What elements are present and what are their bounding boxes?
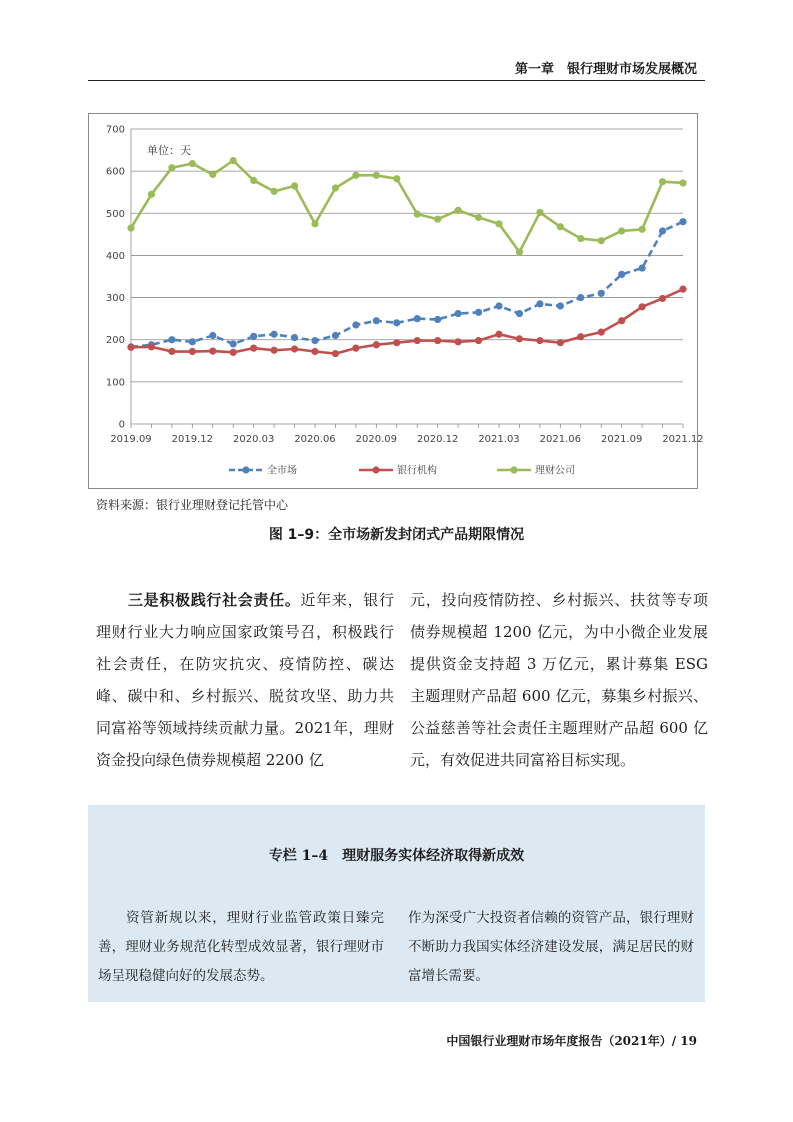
lead-phrase: 三是积极践行社会责任。: [128, 591, 301, 609]
data-point: [168, 348, 175, 355]
data-point: [414, 211, 421, 218]
data-point: [250, 177, 257, 184]
data-point: [455, 338, 462, 345]
data-point: [618, 317, 625, 324]
data-point: [311, 337, 318, 344]
data-point: [311, 348, 318, 355]
data-point: [659, 227, 666, 234]
data-point: [434, 216, 441, 223]
data-point: [189, 348, 196, 355]
data-point: [189, 338, 196, 345]
data-point: [168, 336, 175, 343]
data-point: [598, 290, 605, 297]
data-point: [373, 172, 380, 179]
data-point: [332, 184, 339, 191]
data-point: [618, 227, 625, 234]
data-point: [475, 337, 482, 344]
data-point: [659, 295, 666, 302]
data-point: [598, 237, 605, 244]
data-point: [352, 172, 359, 179]
data-point: [250, 345, 257, 352]
data-point: [495, 331, 502, 338]
data-point: [332, 332, 339, 339]
data-point: [639, 264, 646, 271]
data-point: [393, 339, 400, 346]
data-point: [291, 345, 298, 352]
data-point: [679, 286, 686, 293]
data-point: [414, 315, 421, 322]
right-paragraph: 元，投向疫情防控、乡村振兴、扶贫等专项债券规模超 1200 亿元，为中小微企业发展提供资金支持超 3 万亿元，累计募集 ESG 主题理财产品超 600 亿元，募集乡村振兴、公益慈善等社会责任主题理财产品超 600 亿元，有效促进共同富裕目标实现。: [410, 591, 708, 769]
box-left-text: 资管新规以来，理财行业监管政策日臻完善，理财业务规范化转型成效显著，银行理财市场呈现稳健向好的发展态势。: [98, 910, 384, 984]
series-line: [131, 289, 683, 353]
y-tick-label: 100: [105, 377, 125, 389]
page-footer: 中国银行业理财市场年度报告（2021年）/ 19: [446, 1034, 697, 1048]
data-point: [557, 223, 564, 230]
data-point: [516, 248, 523, 255]
data-point: [679, 179, 686, 186]
x-tick-label: 2021.09: [600, 434, 643, 445]
data-point: [393, 319, 400, 326]
header-rule: [88, 80, 705, 81]
data-point: [679, 218, 686, 225]
data-point: [189, 160, 196, 167]
data-point: [659, 178, 666, 185]
data-point: [271, 331, 278, 338]
x-tick-label: 2020.09: [355, 434, 398, 445]
unit-label: 单位：天: [147, 144, 191, 157]
legend-label: 银行机构: [397, 465, 437, 477]
data-point: [209, 171, 216, 178]
data-point: [475, 214, 482, 221]
data-point: [168, 164, 175, 171]
data-point: [352, 345, 359, 352]
data-point: [352, 321, 359, 328]
y-tick-label: 400: [105, 250, 125, 262]
data-point: [516, 310, 523, 317]
data-point: [373, 317, 380, 324]
legend-label: 理财公司: [535, 465, 575, 477]
legend-marker: [372, 466, 379, 473]
data-point: [598, 329, 605, 336]
series-lines: [127, 157, 686, 357]
data-point: [639, 226, 646, 233]
data-point: [434, 337, 441, 344]
data-point: [557, 339, 564, 346]
figure-source: 资料来源：银行业理财登记托管中心: [96, 498, 289, 512]
data-point: [230, 340, 237, 347]
x-tick-label: 2021.03: [478, 434, 520, 445]
x-tick-labels: [110, 434, 703, 445]
data-point: [577, 235, 584, 242]
data-point: [209, 332, 216, 339]
data-point: [373, 341, 380, 348]
data-point: [148, 191, 155, 198]
body-right-column: [410, 584, 708, 776]
x-tick-label: 2021.12: [662, 434, 704, 445]
box-right-text: 作为深受广大投资者信赖的资管产品，银行理财不断助力我国实体经济建设发展，满足居民的财富增长需要。: [408, 910, 694, 984]
y-tick-label: 200: [105, 335, 125, 347]
x-tick-label: 2021.06: [539, 434, 582, 445]
data-point: [291, 182, 298, 189]
x-tick-label: 2020.03: [232, 434, 275, 445]
data-point: [577, 294, 584, 301]
chart-svg: [89, 114, 704, 488]
y-tick-label: 600: [105, 166, 125, 178]
data-point: [230, 349, 237, 356]
chapter-header: 第一章 银行理财市场发展概况: [514, 62, 697, 77]
y-tick-label: 0: [118, 419, 125, 431]
line-chart: [88, 113, 704, 489]
data-point: [311, 220, 318, 227]
data-point: [536, 209, 543, 216]
data-point: [230, 157, 237, 164]
data-point: [455, 207, 462, 214]
y-tick-label: 300: [105, 293, 125, 305]
data-point: [127, 224, 134, 231]
data-point: [639, 303, 646, 310]
sidebar-box: [88, 805, 705, 1002]
data-point: [618, 271, 625, 278]
data-point: [127, 344, 134, 351]
legend-marker: [510, 466, 517, 473]
data-point: [209, 347, 216, 354]
data-point: [577, 333, 584, 340]
data-point: [434, 316, 441, 323]
data-point: [536, 337, 543, 344]
data-point: [455, 310, 462, 317]
chart-legend: [229, 464, 575, 477]
x-tick-label: 2019.09: [110, 434, 152, 445]
data-point: [557, 302, 564, 309]
data-point: [414, 337, 421, 344]
data-point: [393, 175, 400, 182]
x-tick-label: 2020.06: [294, 434, 336, 445]
legend-marker: [242, 466, 249, 473]
box-title: 专栏 1–4 理财服务实体经济取得新成效: [268, 848, 525, 864]
data-point: [495, 302, 502, 309]
body-left-column: [96, 584, 394, 776]
data-point: [271, 347, 278, 354]
y-tick-label: 500: [105, 208, 125, 220]
data-point: [291, 334, 298, 341]
figure-caption: 图 1–9：全市场新发封闭式产品期限情况: [268, 527, 525, 543]
y-tick-labels: [106, 125, 125, 431]
legend-label: 全市场: [267, 465, 297, 477]
data-point: [516, 335, 523, 342]
y-tick-label: 700: [105, 124, 125, 136]
data-point: [536, 300, 543, 307]
data-point: [271, 188, 278, 195]
left-paragraph: 近年来，银行理财行业大力响应国家政策号召，积极践行社会责任，在防灾抗灾、疫情防控、碳达峰、碳中和、乡村振兴、脱贫攻坚、助力共同富裕等领域持续贡献力量。2021年，理财资金投向绿色债券规模超 2200 亿: [96, 591, 394, 769]
data-point: [495, 220, 502, 227]
data-point: [148, 343, 155, 350]
x-tick-label: 2020.12: [416, 434, 459, 445]
data-point: [475, 309, 482, 316]
x-tick-label: 2019.12: [171, 434, 214, 445]
data-point: [332, 350, 339, 357]
data-point: [250, 333, 257, 340]
